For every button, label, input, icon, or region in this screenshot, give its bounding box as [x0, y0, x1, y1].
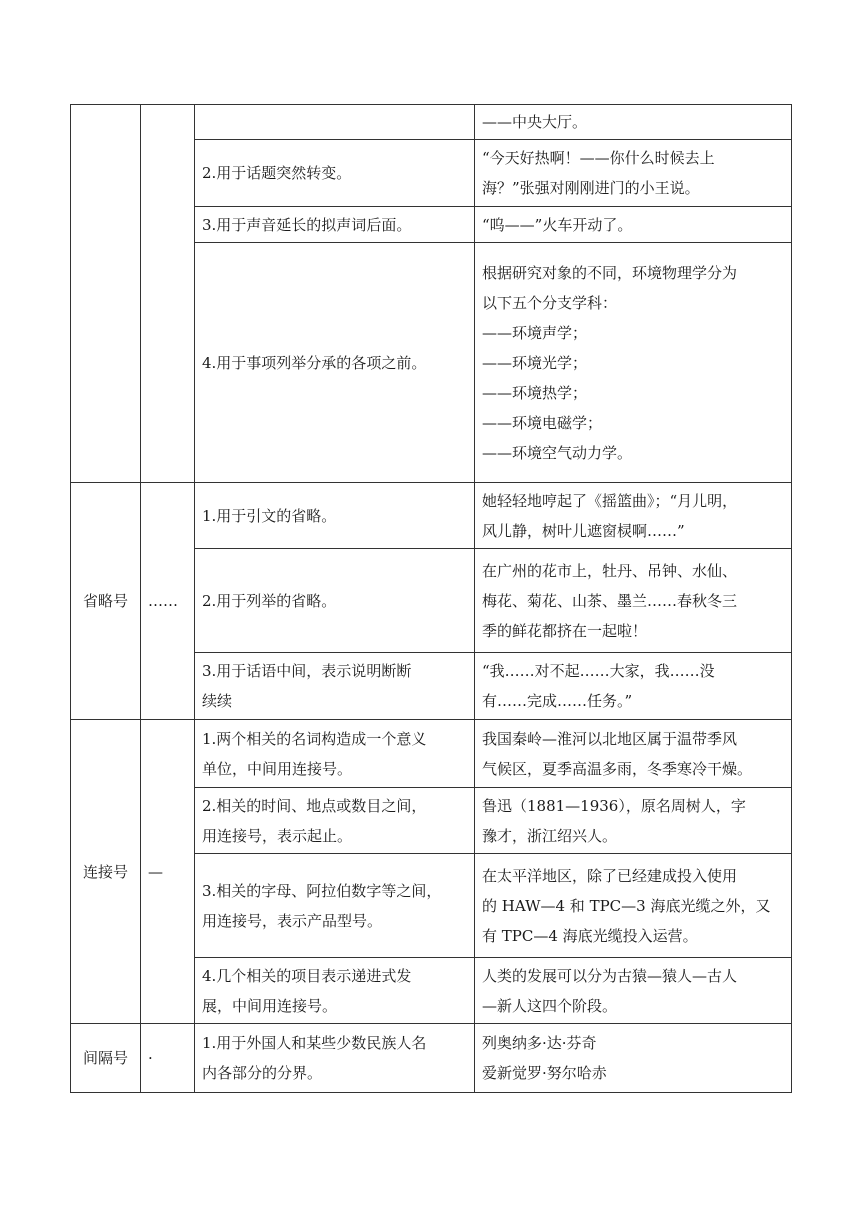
- table-row: [71, 105, 792, 140]
- usage-cell: [195, 1024, 475, 1093]
- usage-line: 1.两个相关的名词构造成一个意义: [202, 729, 427, 748]
- punct-name-cell: 省略号: [71, 483, 141, 720]
- example-line: “今天好热啊！——你什么时候去上: [482, 149, 715, 167]
- usage-line: 3.用于话语中间，表示说明断断: [202, 662, 412, 680]
- usage-cell: [195, 854, 475, 958]
- usage-cell: [195, 105, 475, 140]
- example-line: 爱新觉罗·努尔哈赤: [482, 1064, 607, 1082]
- example-line: 她轻轻地哼起了《摇篮曲》；“月儿明，: [482, 491, 738, 510]
- punct-name-cell: 连接号: [71, 720, 141, 1024]
- example-line: ——中央大厅。: [482, 113, 588, 131]
- punct-mark-cell: —: [141, 720, 195, 1024]
- example-line: 梅花、菊花、山茶、墨兰……春秋冬三: [482, 591, 738, 610]
- usage-line: 展，中间用连接号。: [202, 996, 338, 1015]
- example-line: —新人这四个阶段。: [482, 996, 618, 1015]
- example-cell: [475, 854, 792, 958]
- example-cell: [475, 958, 792, 1024]
- usage-cell: [195, 958, 475, 1024]
- example-line: 列奥纳多·达·芬奇: [482, 1034, 597, 1052]
- punct-name-cell: 间隔号: [71, 1024, 141, 1093]
- example-line: 有 TPC—4 海底光缆投入运营。: [482, 926, 698, 945]
- example-line: 的 HAW—4 和 TPC—3 海底光缆之外，又: [482, 896, 771, 915]
- example-line: 海？”张强对刚刚进门的小王说。: [482, 179, 700, 197]
- example-line: “我……对不起……大家，我……没: [482, 662, 715, 680]
- example-line: 人类的发展可以分为古猿—猿人—古人: [482, 966, 738, 985]
- usage-line: 1.用于外国人和某些少数民族人名: [202, 1034, 427, 1052]
- usage-line: 2.相关的时间、地点或数目之间，: [202, 796, 427, 815]
- example-cell: [475, 788, 792, 854]
- example-cell: [475, 483, 792, 549]
- usage-line: 单位，中间用连接号。: [202, 759, 353, 778]
- example-line: 鲁迅（1881—1936），原名周树人，字: [482, 796, 746, 815]
- usage-cell: [195, 653, 475, 720]
- punctuation-table: [70, 104, 792, 1093]
- example-cell: [475, 140, 792, 207]
- usage-cell: 3.用于声音延长的拟声词后面。: [195, 207, 475, 243]
- example-line: 在广州的花市上，牡丹、吊钟、水仙、: [482, 561, 738, 580]
- example-cell: [475, 653, 792, 720]
- example-line: 在太平洋地区，除了已经建成投入使用: [482, 866, 738, 885]
- punct-mark-cell: ·: [141, 1024, 195, 1093]
- example-cell: [475, 549, 792, 653]
- example-line: ——环境空气动力学。: [482, 443, 633, 462]
- example-line: ——环境声学；: [482, 323, 588, 342]
- usage-cell: 2.用于话题突然转变。: [195, 140, 475, 207]
- example-line: “呜——”火车开动了。: [482, 215, 633, 234]
- example-line: 豫才，浙江绍兴人。: [482, 826, 618, 845]
- usage-line: 4.几个相关的项目表示递进式发: [202, 966, 412, 985]
- usage-cell: [195, 720, 475, 788]
- usage-line: 用连接号，表示起止。: [202, 826, 353, 845]
- table-row: [71, 720, 792, 788]
- table-row: [71, 483, 792, 549]
- usage-cell: 1.用于引文的省略。: [195, 483, 475, 549]
- example-line: 风儿静，树叶儿遮窗棂啊……”: [482, 521, 685, 540]
- usage-line: 续续: [202, 692, 233, 710]
- example-cell: [475, 207, 792, 243]
- example-cell: [475, 720, 792, 788]
- example-line: 有……完成……任务。”: [482, 692, 633, 710]
- usage-cell: [195, 788, 475, 854]
- example-line: 根据研究对象的不同，环境物理学分为: [482, 263, 738, 282]
- example-line: 气候区，夏季高温多雨，冬季寒冷干燥。: [482, 759, 753, 778]
- example-line: 季的鲜花都挤在一起啦！: [482, 621, 648, 640]
- usage-line: 3.相关的字母、阿拉伯数字等之间，: [202, 881, 442, 900]
- example-cell: [475, 243, 792, 483]
- punct-name-cell: [71, 105, 141, 483]
- usage-line: 内各部分的分界。: [202, 1064, 323, 1082]
- usage-cell: 4.用于事项列举分承的各项之前。: [195, 243, 475, 483]
- usage-cell: 2.用于列举的省略。: [195, 549, 475, 653]
- punct-mark-cell: ……: [141, 483, 195, 720]
- example-line: ——环境光学；: [482, 353, 588, 372]
- punct-mark-cell: [141, 105, 195, 483]
- usage-line: 用连接号，表示产品型号。: [202, 911, 383, 930]
- example-line: ——环境电磁学；: [482, 413, 603, 432]
- table-row: [71, 1024, 792, 1093]
- example-cell: [475, 1024, 792, 1093]
- example-line: 我国秦岭—淮河以北地区属于温带季风: [482, 729, 738, 748]
- example-cell: [475, 105, 792, 140]
- example-line: 以下五个分支学科：: [482, 293, 618, 312]
- example-line: ——环境热学；: [482, 383, 588, 402]
